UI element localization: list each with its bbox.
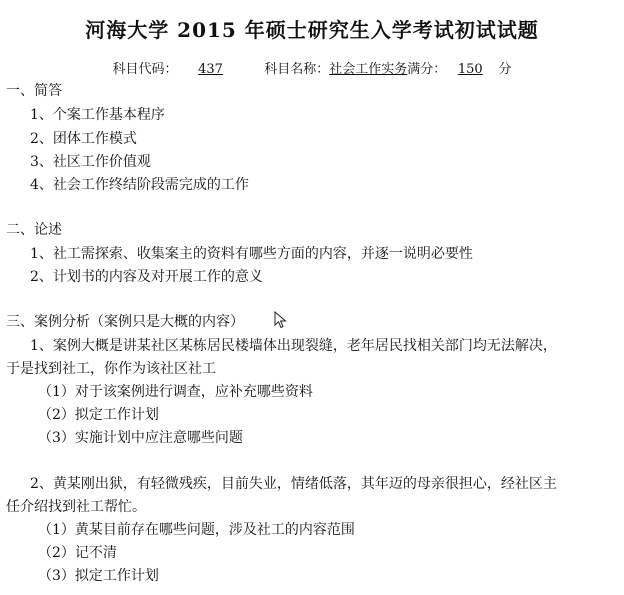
case-text: 1、案例大概是讲某社区某栋居民楼墙体出现裂缝，老年居民找相关部门均无法解决， [30, 338, 557, 354]
code-value: 437 [198, 62, 223, 77]
list-item: 2、计划书的内容及对开展工作的意义 [30, 269, 263, 285]
case-question: （3）拟定工作计划 [38, 568, 159, 584]
name-label: 科目名称： [264, 62, 330, 77]
score-unit: 分 [498, 62, 512, 77]
section-heading: 二、论述 [6, 222, 62, 238]
list-item: 3、社区工作价值观 [30, 154, 151, 170]
exam-title: 河海大学 2015 年硕士研究生入学考试初试试题 [85, 18, 539, 42]
list-item: 2、团体工作模式 [30, 131, 137, 147]
score-label: 满分： [407, 62, 447, 77]
case-question: （1）对于该案例进行调查，应补充哪些资料 [38, 384, 313, 400]
section-heading: 一、简答 [6, 83, 62, 99]
list-item: 1、社工需探索、收集案主的资料有哪些方面的内容，并逐一说明必要性 [30, 246, 473, 262]
name-value: 社会工作实务 [329, 62, 408, 77]
exam-meta [0, 58, 624, 77]
case-question: （2）拟定工作计划 [38, 407, 159, 423]
case-question: （2）记不清 [38, 545, 117, 561]
case-text: 2、黄某刚出狱，有轻微残疾，目前失业，情绪低落，其年迈的母亲很担心，经社区主 [30, 476, 557, 492]
mouse-pointer-icon [274, 311, 288, 329]
case-question: （1）黄某目前存在哪些问题，涉及社工的内容范围 [38, 522, 355, 538]
score-value: 150 [457, 62, 483, 77]
list-item: 4、社会工作终结阶段需完成的工作 [30, 177, 249, 193]
code-label: 科目代码： [112, 62, 178, 77]
case-text: 于是找到社工，你作为该社区社工 [6, 361, 216, 377]
case-question: （3）实施计划中应注意哪些问题 [38, 430, 243, 446]
list-item: 1、个案工作基本程序 [30, 107, 165, 123]
section-heading: 三、案例分析（案例只是大概的内容） [6, 314, 244, 330]
case-text: 任介绍找到社工帮忙。 [6, 499, 146, 515]
